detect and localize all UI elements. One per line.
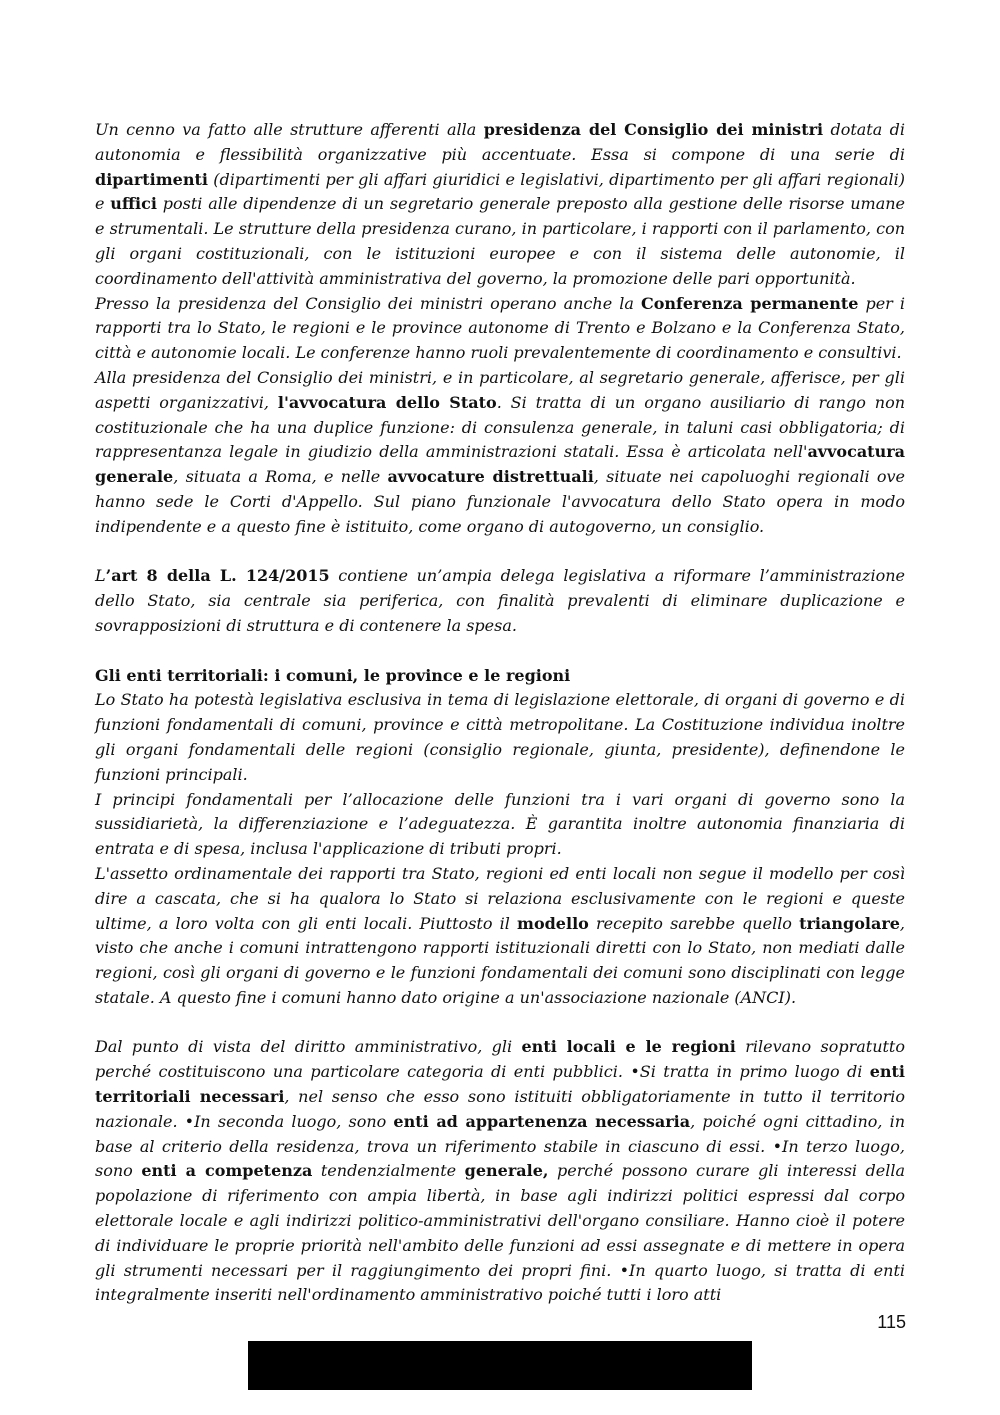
term-presidenza-consiglio: presidenza del Consiglio dei ministri xyxy=(483,120,824,139)
footer-redaction-bar xyxy=(248,1341,752,1390)
term-enti-locali-regioni: enti locali e le regioni xyxy=(521,1037,736,1057)
paragraph-principi-fondamentali: I principi fondamentali per l’allocazione delle funzioni tra i vari organi di governo sono la sussidiarietà, la differenziazione e l’adeguatezza. È garantita inoltre autonomia finanziaria di entrata e di spesa, inclusa l'applicazione di tributi propri. xyxy=(95,789,905,859)
term-dipartimenti: dipartimenti xyxy=(95,169,208,189)
term-avvocature-distrettuali: avvocature distrettuali xyxy=(387,467,594,487)
paragraph-spacer xyxy=(95,1011,905,1036)
paragraph-potesta-legislativa: Lo Stato ha potestà legislativa esclusiva in tema di legislazione elettorale, di organi di governo e di funzioni fondamentali di comuni, province e città metropolitane. La Costituzione individua inoltre gli organi fondamentali delle regioni (consiglio regionale, giunta, presidente), definendone le funzioni principali. xyxy=(95,690,905,784)
paragraph-conferenza: Presso la presidenza del Consiglio dei ministri operano anche la Conferenza permanente per i rapporti tra lo Stato, le regioni e le province autonome di Trento e Bolzano e la Conferenza Stato, città e autonomie locali. Le conferenze hanno ruoli prevalentemente di coordinamento e consultivi. xyxy=(95,293,905,363)
paragraph-avvocatura: Alla presidenza del Consiglio dei ministri, e in particolare, al segretario generale, afferisce, per gli aspetti organizzativi, l'avvocatura dello Stato. Si tratta di un organo ausiliario di rango non costituzionale che ha una duplice funzione: di consulenza generale, in taluni casi obbligatoria; di rappresentanza legale in giudizio della amministrazioni statali. Essa è articolata nell'avvocatura generale, situata a Roma, e nelle avvocature distrettuali, situate nei capoluoghi regionali ove hanno sede le Corti d'Appello. Sul piano funzionale l'avvocatura dello Stato opera in modo indipendente e a questo fine è istituito, come organo di autogoverno, un consiglio. xyxy=(95,367,906,536)
term-enti-territoriali-necessari: enti territoriali necessari xyxy=(95,1062,905,1107)
term-uffici: uffici xyxy=(110,194,157,214)
paragraph-spacer xyxy=(95,540,905,565)
section-heading: Gli enti territoriali: i comuni, le province e le regioni xyxy=(95,665,571,685)
paragraph-art-8: L’art 8 della L. 124/2015 contiene un’ampia delega legislativa a riformare l’amministrazione dello Stato, sia centrale sia periferica, con finalità prevalenti di eliminare duplicazione e sovrapposizioni di struttura e di contenere la spesa. xyxy=(95,566,905,635)
page-number: 115 xyxy=(877,1312,906,1332)
term-triangolare: triangolare xyxy=(799,913,900,933)
page-body xyxy=(95,118,905,1308)
term-enti-appartenenza-necessaria: enti ad appartenenza necessaria xyxy=(393,1111,691,1131)
paragraph-diritto-amministrativo: Dal punto di vista del diritto amministrativo, gli enti locali e le regioni rilevano sopratutto perché costituiscono una particolare categoria di enti pubblici. •Si tratta in primo luogo di enti territoriali necessari, nel senso che esso sono istituiti obbligatoriamente in tutto il territorio nazionale. •In seconda luogo, sono enti ad appartenenza necessaria, poiché ogni cittadino, in base al criterio della residenza, trova un riferimento stabile in ciascuno di essi. •In terzo luogo, sono enti a competenza tendenzialmente generale, perché possono curare gli interessi della popolazione di riferimento con ampia libertà, in base agli indirizzi politici espressi dal corpo elettorale locale e agli indirizzi politico-amministrativi dell'organo consiliare. Hanno cioè il potere di individuare le proprie priorità nell'ambito delle funzioni ad essi assegnate e di mettere in opera gli strumenti necessari per il raggiungimento dei propri fini. •In quarto luogo, si tratta di enti integralmente inseriti nell'ordinamento amministrativo poiché tutti i loro atti xyxy=(95,1037,906,1305)
term-modello: modello xyxy=(517,913,589,933)
paragraph-spacer xyxy=(95,639,905,664)
term-art-8-legge: ’art 8 della L. 124/2015 xyxy=(105,566,330,586)
term-generale: generale, xyxy=(464,1161,549,1181)
term-avvocatura-generale: avvocatura generale xyxy=(95,442,905,487)
paragraph-presidenza: Un cenno va fatto alle strutture afferenti alla presidenza del Consiglio dei ministri dotata di autonomia e flessibilità organizzative più accentuate. Essa si compone di una serie di dipartimenti (dipartimenti per gli affari giuridici e legislativi, dipartimento per gli affari regionali) e uffici posti alle dipendenze di un segretario generale preposto alla gestione delle risorse umane e strumentali. Le strutture della presidenza curano, in particolare, i rapporti con il parlamento, con gli organi costituzionali, con le istituzioni europee e con il sistema delle autonomie, il coordinamento dell'attività amministrativa del governo, la promozione delle pari opportunità. xyxy=(95,120,906,288)
term-conferenza-permanente: Conferenza permanente xyxy=(640,293,859,313)
term-avvocatura-stato: l'avvocatura dello Stato xyxy=(277,392,497,412)
paragraph-assetto-ordinamentale: L'assetto ordinamentale dei rapporti tra Stato, regioni ed enti locali non segue il modello per così dire a cascata, che si ha qualora lo Stato si relaziona esclusivamente con le regioni e queste ultime, a loro volta con gli enti locali. Piuttosto il modello recepito sarebbe quello triangolare, visto che anche i comuni intrattengono rapporti istituzionali diretti con lo Stato, non mediati dalle regioni, così gli organi di governo e le funzioni fondamentali dei comuni sono disciplinati con legge statale. A questo fine i comuni hanno dato origine a un'associazione nazionale (ANCI). xyxy=(95,863,906,1007)
term-enti-competenza: enti a competenza xyxy=(141,1161,313,1181)
